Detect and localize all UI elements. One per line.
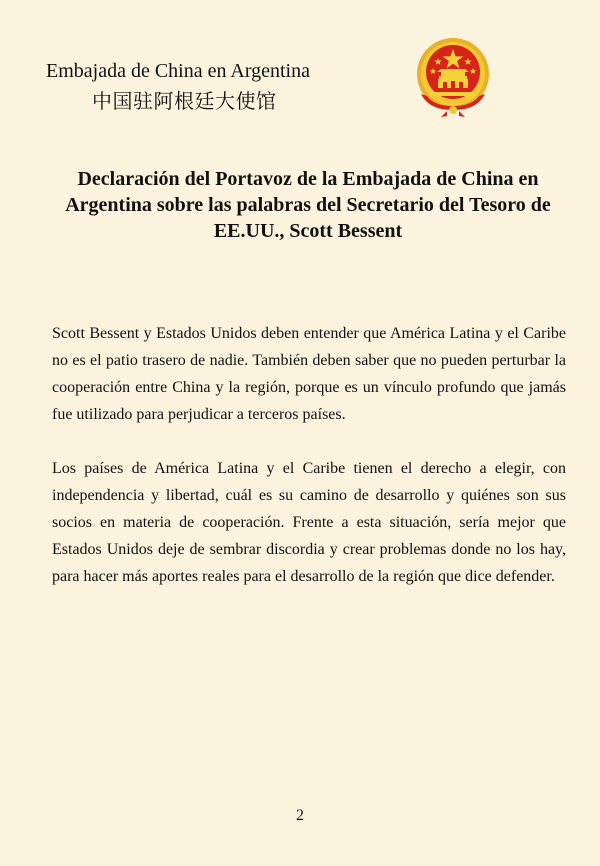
- organization-name-spanish: Embajada de China en Argentina: [46, 60, 310, 82]
- paragraph: Los países de América Latina y el Caribe tienen el derecho a elegir, con independencia y libertad, cuál es su camino de desarrollo y quiénes son sus socios en materia de cooperación. Frente a esta situación, sería mejor que Estados Unidos deje de sembrar discordia y crear problemas donde no los hay, para hacer más aportes reales para el desarrollo de la región que dice defender.: [52, 460, 566, 585]
- national-emblem-icon: [413, 36, 493, 118]
- document-body: [52, 320, 566, 617]
- page-number: 2: [296, 807, 304, 824]
- organization-name-chinese: 中国驻阿根廷大使馆: [92, 89, 277, 113]
- paragraph: Scott Bessent y Estados Unidos deben entender que América Latina y el Caribe no es el patio trasero de nadie. También deben saber que no pueden perturbar la cooperación entre China y la región, porque es un vínculo profundo que jamás fue utilizado para perjudicar a terceros países.: [52, 325, 566, 423]
- document-title: Declaración del Portavoz de la Embajada de China en Argentina sobre las palabras del Secretario del Tesoro de EE.UU., Scott Bessent: [65, 168, 551, 242]
